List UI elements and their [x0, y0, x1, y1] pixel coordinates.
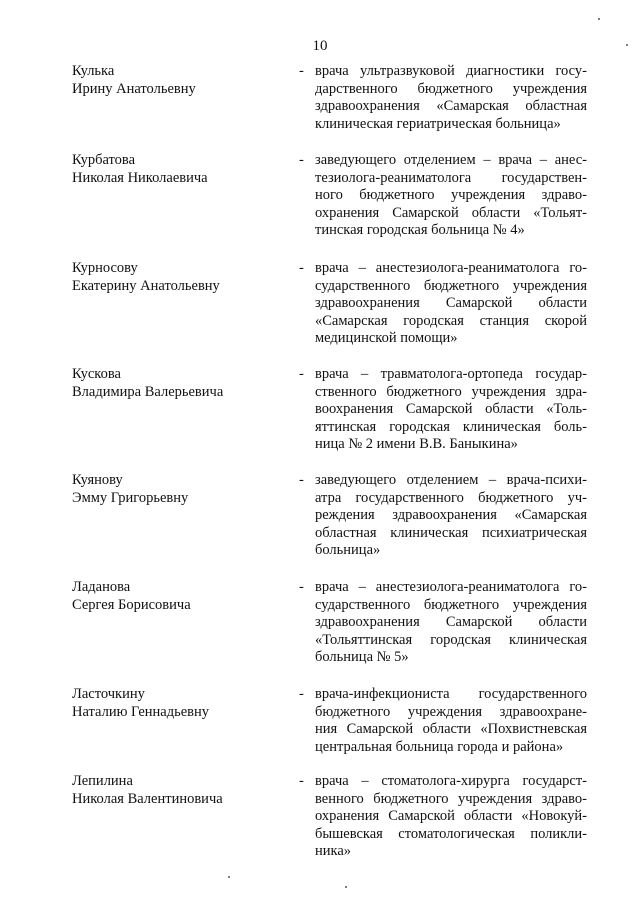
- position-line: тинская городская больница № 4»: [315, 222, 525, 239]
- position-line: больница»: [315, 542, 381, 559]
- position-line: ница № 2 имени В.В. Баныкина»: [315, 436, 518, 453]
- surname: Кускова: [72, 366, 121, 382]
- given-names: Николая Николаевича: [72, 169, 208, 186]
- person-name: [72, 773, 272, 808]
- list-item: [0, 686, 640, 786]
- scan-speck: [228, 876, 230, 878]
- surname: Лепилина: [72, 773, 133, 789]
- position-line: воохранения Самарской области «Толь-: [315, 401, 587, 418]
- position-line: заведующего отделением – врача-психи-: [315, 472, 587, 488]
- surname: Ласточкину: [72, 686, 145, 702]
- position-line: здравоохранения Самарской области: [315, 295, 587, 312]
- position-description: [315, 63, 587, 133]
- surname: Кулька: [72, 63, 115, 79]
- position-line: заведующего отделением – врача – анес-: [315, 152, 587, 168]
- surname: Курносову: [72, 260, 138, 276]
- separator-dash: -: [299, 686, 304, 702]
- position-line: врача – анестезиолога-реаниматолога го-: [315, 260, 587, 276]
- list-item: [0, 152, 640, 252]
- position-description: [315, 366, 587, 454]
- person-name: [72, 260, 272, 295]
- position-line: больница № 5»: [315, 649, 409, 666]
- position-line: ного бюджетного учреждения здраво-: [315, 187, 587, 204]
- given-names: Владимира Валерьевича: [72, 383, 224, 400]
- person-name: [72, 152, 272, 187]
- position-line: тезиолога-реаниматолога государствен-: [315, 169, 587, 186]
- given-names: Эмму Григорьевну: [72, 489, 189, 506]
- position-line: врача-инфекциониста государственного: [315, 686, 587, 702]
- given-names: Наталию Геннадьевну: [72, 703, 210, 720]
- position-line: «Самарская городская станция скорой: [315, 312, 587, 329]
- list-item: [0, 579, 640, 679]
- given-names: Екатерину Анатольевну: [72, 277, 220, 294]
- separator-dash: -: [299, 366, 304, 382]
- list-item: [0, 63, 640, 163]
- person-name: [72, 63, 272, 98]
- surname: Куянову: [72, 472, 123, 488]
- position-line: сударственного бюджетного учреждения: [315, 596, 587, 613]
- position-line: здравоохранения «Самарская областная: [315, 98, 587, 115]
- position-description: [315, 686, 587, 756]
- position-line: центральная больница города и района»: [315, 738, 564, 755]
- position-line: врача – стоматолога-хирурга государст-: [315, 773, 587, 789]
- position-description: [315, 773, 587, 861]
- separator-dash: -: [299, 579, 304, 595]
- list-item: [0, 366, 640, 466]
- page-number: 10: [312, 38, 328, 54]
- given-names: Ирину Анатольевну: [72, 80, 196, 97]
- position-line: ственного бюджетного учреждения здра-: [315, 383, 587, 400]
- given-names: Сергея Борисовича: [72, 596, 191, 613]
- surname: Ладанова: [72, 579, 131, 595]
- position-line: «Тольяттинская городская клиническая: [315, 631, 587, 648]
- position-line: врача – травматолога-ортопеда государ-: [315, 366, 587, 382]
- scan-speck: [626, 44, 628, 46]
- position-line: клиническая гериатрическая больница»: [315, 115, 561, 132]
- position-line: сударственного бюджетного учреждения: [315, 277, 587, 294]
- separator-dash: -: [299, 63, 304, 79]
- person-name: [72, 366, 272, 401]
- position-description: [315, 579, 587, 667]
- position-description: [315, 152, 587, 240]
- position-line: яттинская городская клиническая боль-: [315, 418, 587, 435]
- separator-dash: -: [299, 472, 304, 488]
- position-line: врача – анестезиолога-реаниматолога го-: [315, 579, 587, 595]
- scan-speck: [345, 886, 347, 888]
- position-line: областная клиническая психиатрическая: [315, 524, 587, 541]
- person-name: [72, 579, 272, 614]
- position-description: [315, 472, 587, 560]
- separator-dash: -: [299, 260, 304, 276]
- position-line: дарственного бюджетного учреждения: [315, 80, 587, 97]
- list-item: [0, 773, 640, 873]
- position-line: врача ультразвуковой диагностики госу-: [315, 63, 587, 79]
- position-line: ника»: [315, 843, 352, 860]
- position-line: венного бюджетного учреждения здраво-: [315, 790, 587, 807]
- position-line: бышевская стоматологическая поликли-: [315, 825, 587, 842]
- list-item: [0, 472, 640, 572]
- separator-dash: -: [299, 152, 304, 168]
- position-line: реждения здравоохранения «Самарская: [315, 507, 587, 524]
- surname: Курбатова: [72, 152, 136, 168]
- scan-speck: [598, 18, 600, 20]
- list-item: [0, 260, 640, 360]
- position-line: здравоохранения Самарской области: [315, 614, 587, 631]
- given-names: Николая Валентиновича: [72, 790, 223, 807]
- person-name: [72, 686, 272, 721]
- separator-dash: -: [299, 773, 304, 789]
- person-name: [72, 472, 272, 507]
- position-line: охранения Самарской области «Тольят-: [315, 204, 587, 221]
- position-line: атра государственного бюджетного уч-: [315, 489, 587, 506]
- position-line: охранения Самарской области «Новокуй-: [315, 808, 587, 825]
- position-line: медицинской помощи»: [315, 330, 458, 347]
- position-line: бюджетного учреждения здравоохране-: [315, 703, 587, 720]
- position-line: ния Самарской области «Похвистневская: [315, 721, 587, 738]
- position-description: [315, 260, 587, 348]
